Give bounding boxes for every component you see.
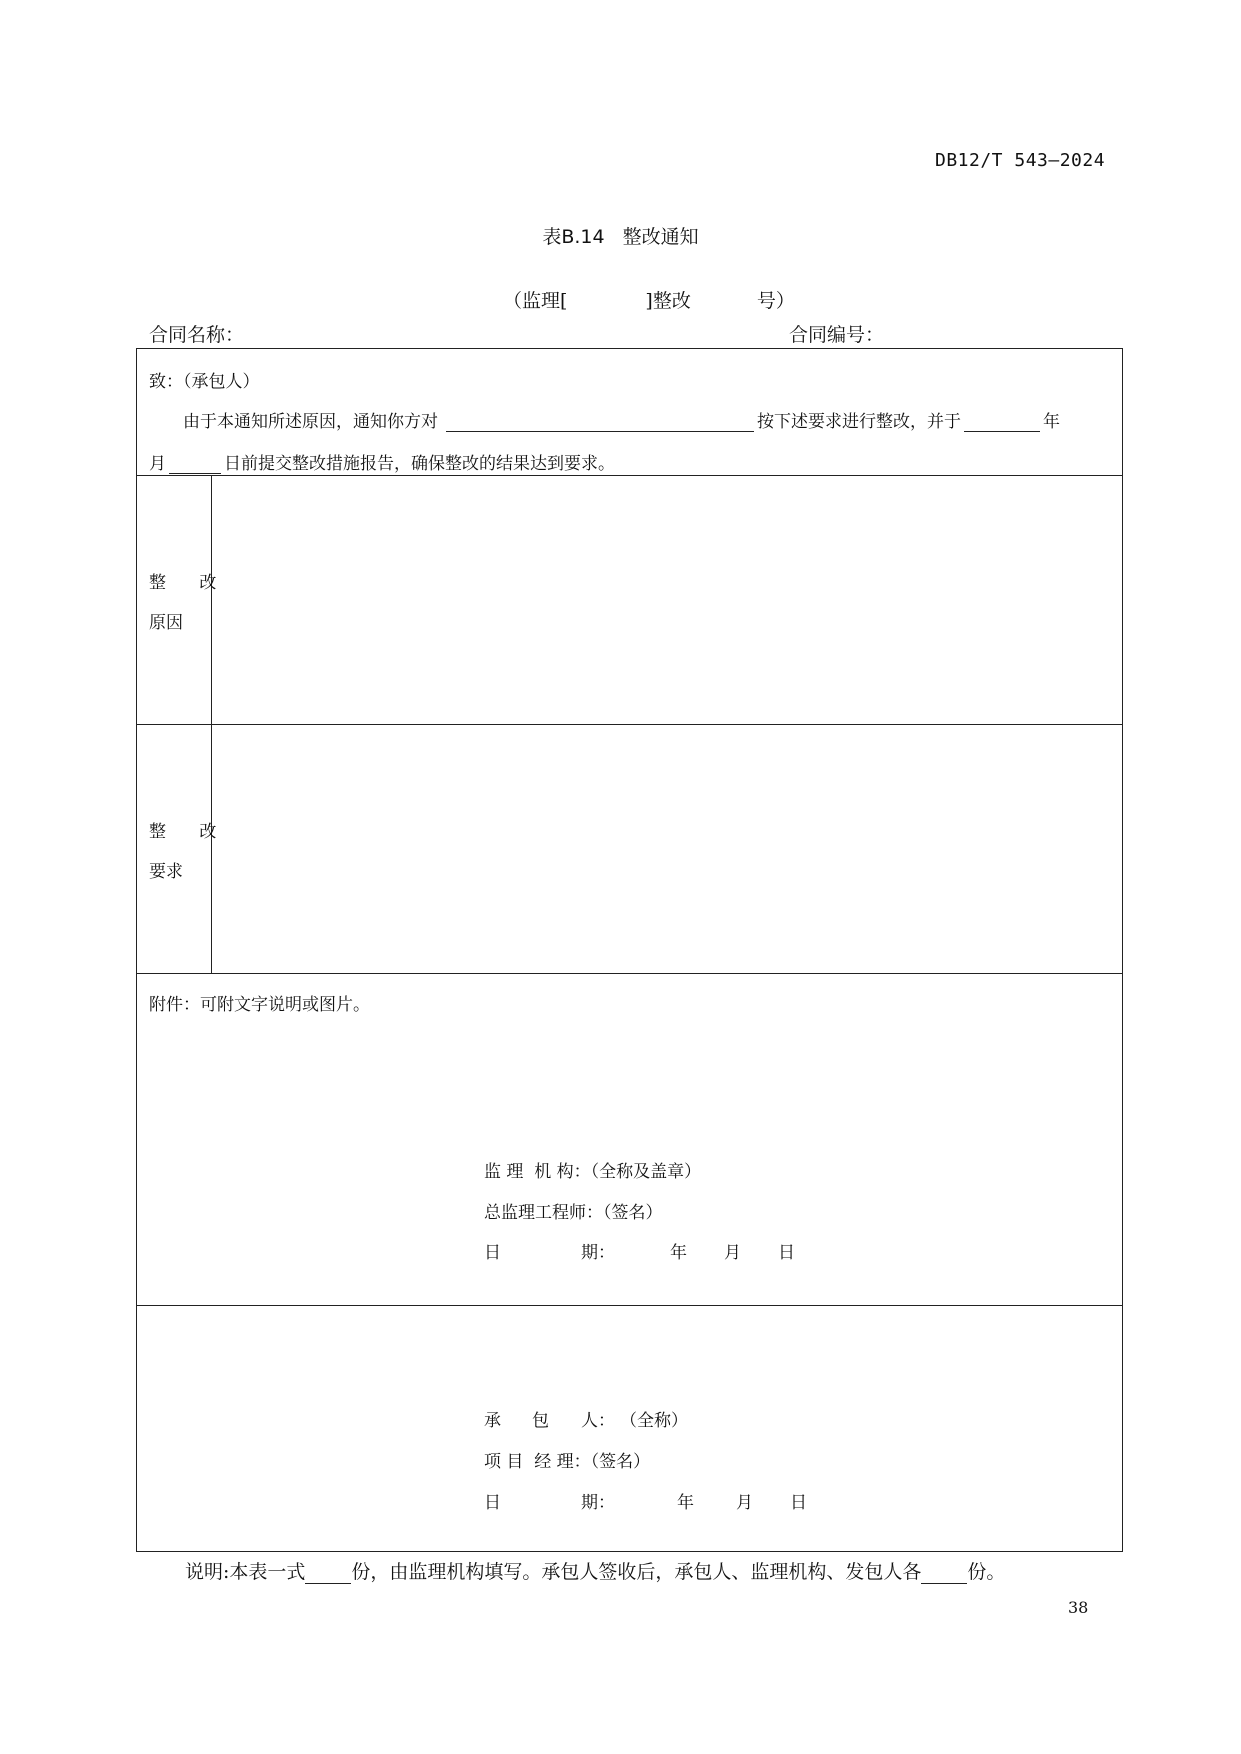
month-text: 月 [736,1493,753,1513]
addressee-label: 致：（承包人） [149,372,260,392]
copies-each-blank[interactable] [921,1563,967,1584]
divider [137,973,1122,974]
object-blank[interactable] [446,413,754,432]
contract-number-label: 合同编号： [789,324,885,346]
chief-engineer-row [484,1198,663,1223]
contract-name-label: 合同名称： [149,324,245,346]
date-label: 期： [581,1243,615,1263]
manager-value: （签名） [590,1452,651,1472]
year-text: 年 [677,1493,694,1513]
contractor-label: 包 [532,1411,549,1431]
note-text: 份，由监理机构填写。承包人签收后，承包人、监理机构、发包人各 [351,1561,922,1583]
notice-line-1 [183,407,1060,432]
day-blank[interactable] [169,455,221,474]
engineer-value: （签名） [603,1203,663,1223]
date-label: 期： [581,1493,615,1513]
notice-text: 日前提交整改措施报告，确保整改的结果达到要求。 [224,454,615,474]
requirement-label-line2: 要求 [149,862,183,882]
date-label: 日 [484,1493,501,1513]
attachment-label: 附件：可附文字说明或图片。 [149,995,370,1015]
requirement-label-line1: 整 改 [149,822,231,842]
page-number: 38 [1068,1598,1089,1617]
month-text: 月 [724,1243,741,1263]
supervision-org-row [484,1157,701,1182]
notice-line-2 [149,449,615,474]
form-title [0,222,1241,249]
org-value: （全称及盖章） [590,1162,702,1182]
requirement-content-area[interactable] [213,726,1121,972]
table-number: 表B.14 [542,226,605,248]
reason-label-line2: 原因 [149,613,183,633]
org-label: 监 理 机 构： [484,1162,591,1182]
divider [137,1305,1122,1306]
note-text: 说明:本表一式 [185,1561,306,1583]
project-manager-row [484,1447,650,1472]
serial-middle: ]整改 [645,290,691,312]
year-text: 年 [1043,412,1060,432]
manager-label: 项 目 经 理： [484,1452,591,1472]
serial-number-line [503,286,795,313]
notice-text: 按下述要求进行整改，并于 [757,412,961,432]
year-text: 年 [670,1243,687,1263]
form-note [185,1557,1005,1584]
standard-code: DB12/T 543—2024 [935,150,1106,171]
day-text: 日 [790,1493,807,1513]
contractor-label: 人： [581,1411,615,1431]
form-name: 整改通知 [622,226,699,248]
contractor-value: （全称） [620,1411,688,1431]
contractor-date-row [484,1488,807,1513]
day-text: 日 [778,1243,795,1263]
form-table [136,348,1123,1552]
reason-label-line1: 整 改 [149,573,231,593]
copies-blank[interactable] [305,1563,351,1584]
serial-open: （监理[ [503,290,568,312]
date-label: 日 [484,1243,501,1263]
contractor-label: 承 [484,1411,501,1431]
supervisor-date-row [484,1238,795,1263]
reason-content-area[interactable] [213,477,1121,723]
engineer-label: 总监理工程师： [484,1203,603,1223]
divider [137,724,1122,725]
month-text: 月 [149,454,166,474]
notice-text: 由于本通知所述原因，通知你方对 [183,412,438,432]
note-text: 份。 [967,1561,1006,1583]
label-column-divider [211,475,212,973]
contractor-name-row [484,1406,784,1431]
serial-close: 号） [756,290,795,312]
divider [137,475,1122,476]
year-blank[interactable] [964,413,1040,432]
